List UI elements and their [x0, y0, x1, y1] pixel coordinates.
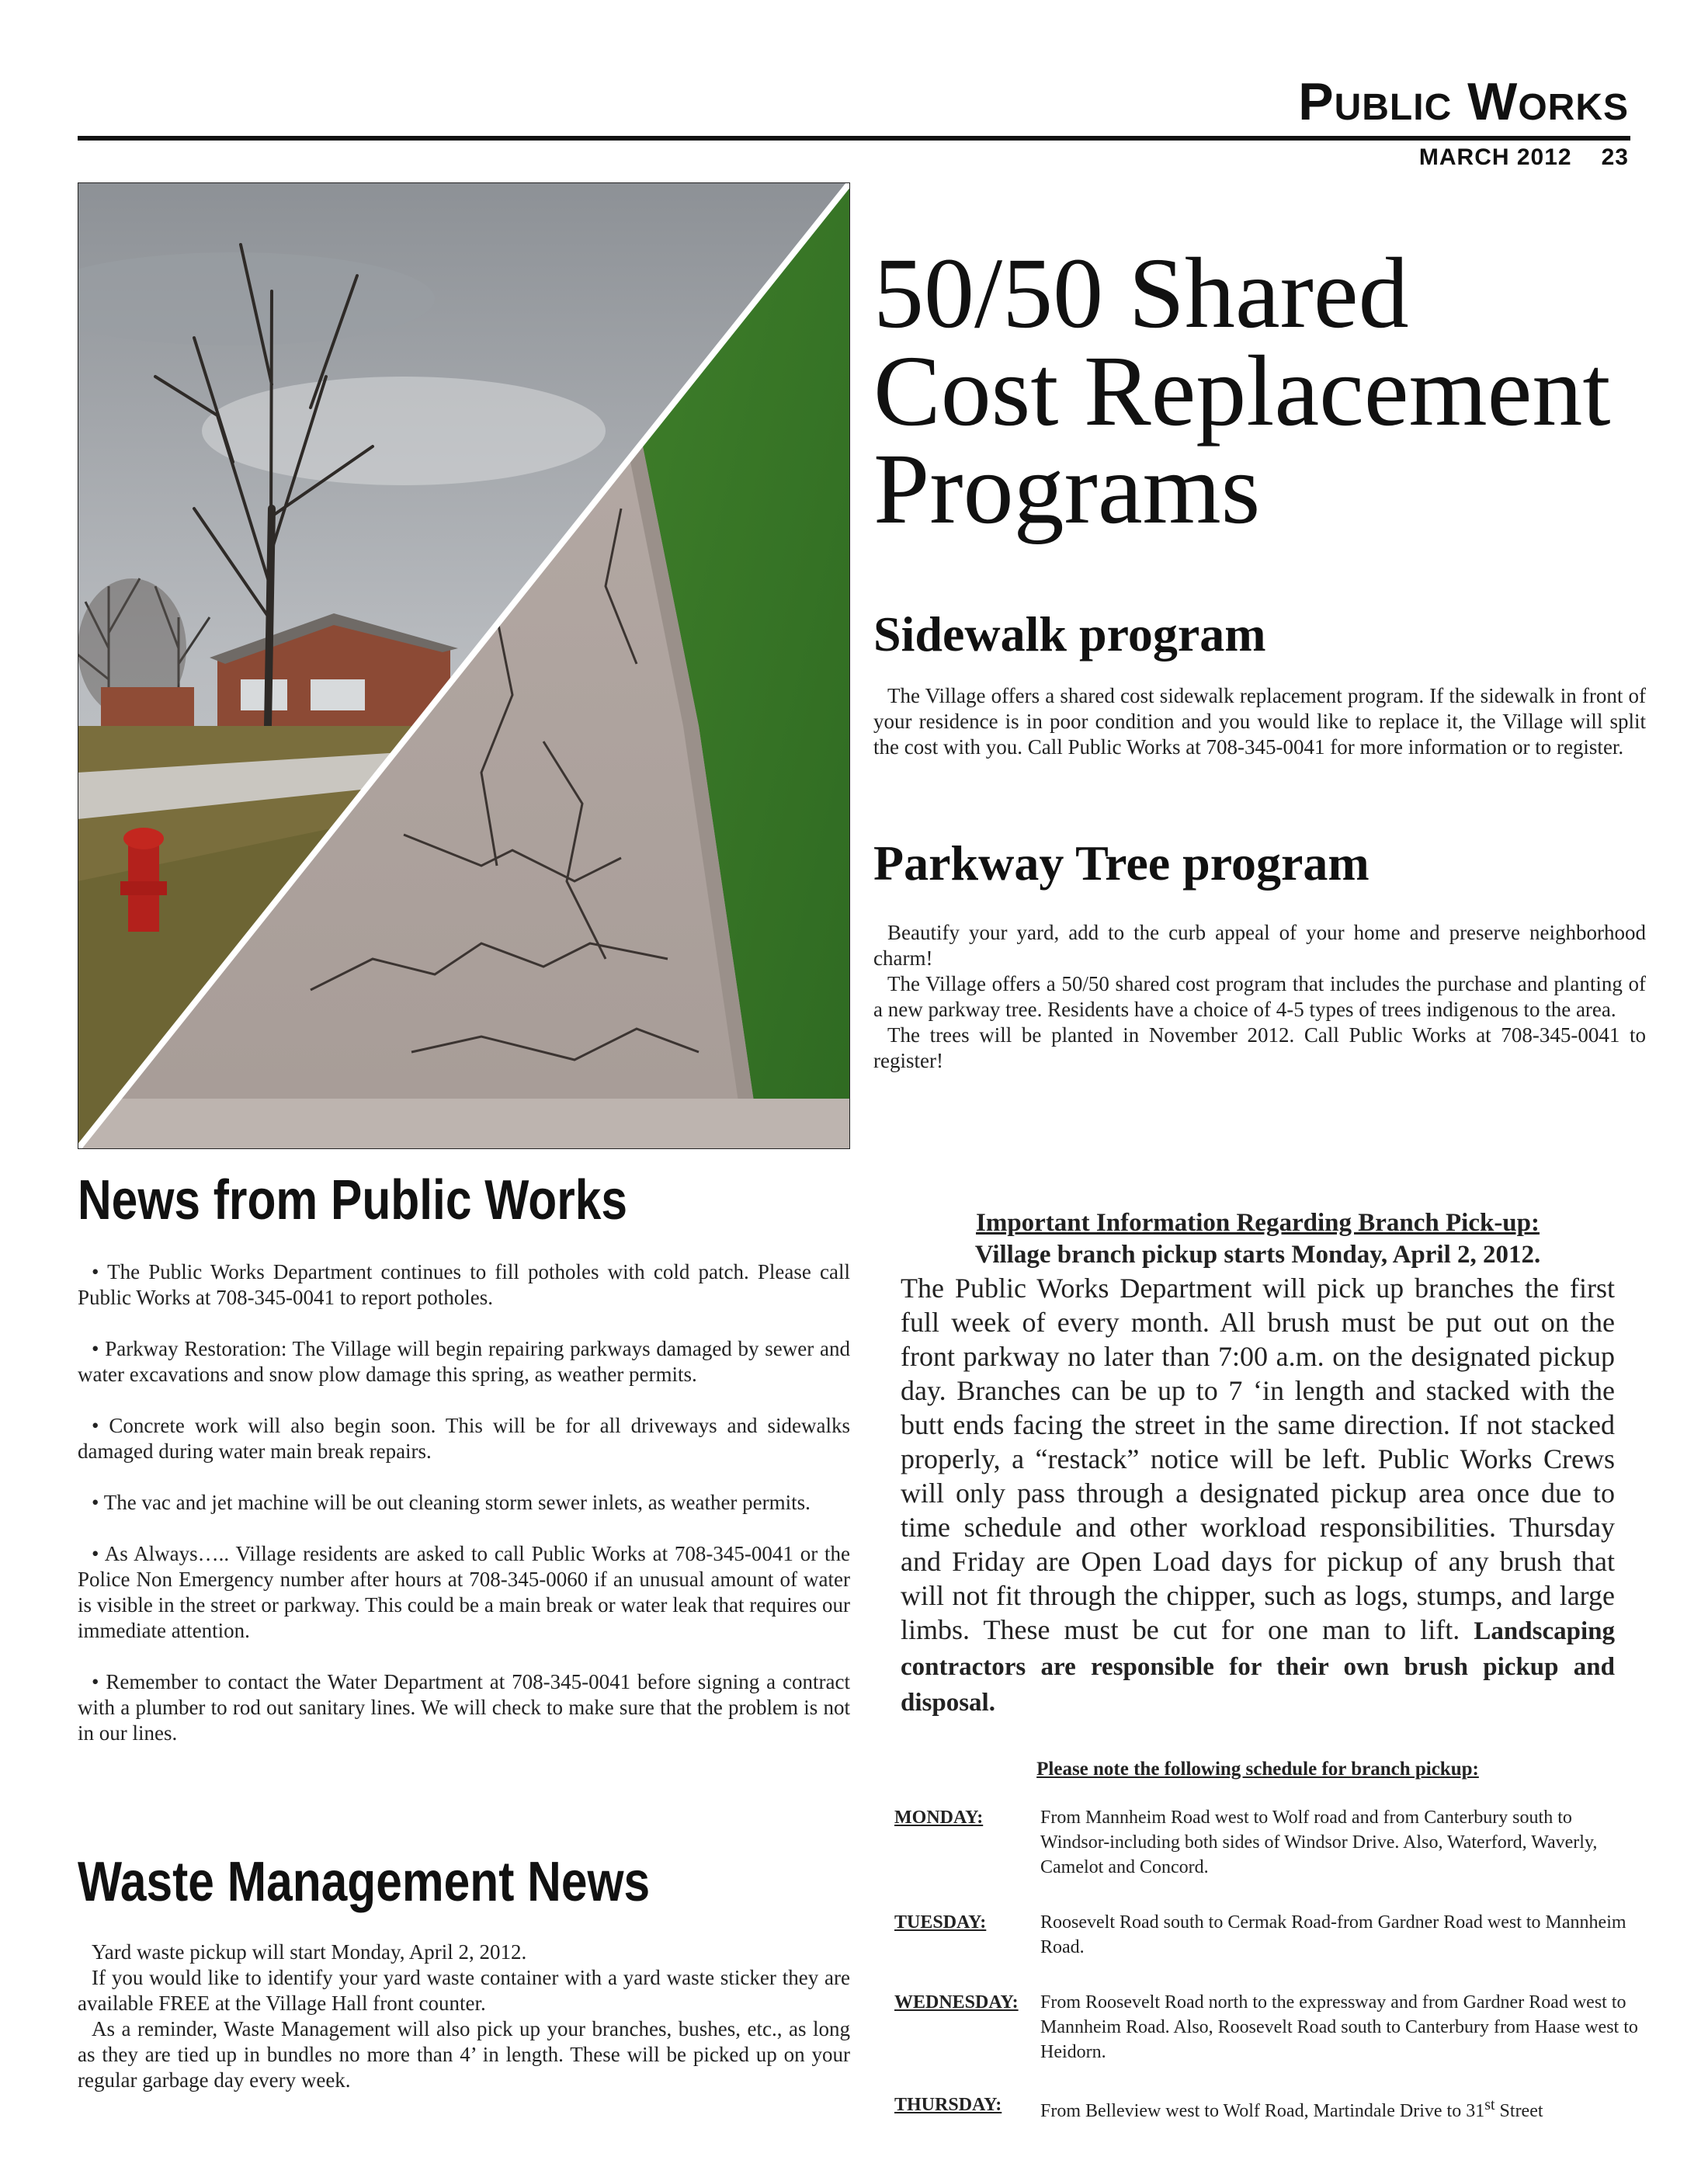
- sidewalk-photo: [78, 182, 850, 1149]
- news-list: [78, 1259, 850, 1772]
- header-rule: [78, 136, 1630, 141]
- branch-title: Important Information Regarding Branch Pick-up:: [975, 1209, 1540, 1237]
- parkway-paragraph: The Village offers a 50/50 shared cost program that includes the purchase and planting of a new parkway tree. Residents have a choice of 4-5 types of trees indigenous to the area.: [873, 972, 1646, 1021]
- news-item: • Concrete work will also begin soon. This will be for all driveways and sidewalks damaged during water main break repairs.: [78, 1414, 850, 1463]
- sidewalk-body: [873, 683, 1646, 760]
- sidewalk-heading: Sidewalk program: [873, 606, 1266, 662]
- schedule-row-monday: [894, 1805, 1640, 1880]
- branch-pickup-block: [901, 1207, 1615, 1720]
- branch-body: [901, 1271, 1615, 1720]
- parkway-heading: Parkway Tree program: [873, 835, 1370, 891]
- waste-paragraph: As a reminder, Waste Management will also pick up your branches, bushes, etc., as long as they are tied up in bundles no more than 4’ in length. These will be picked up on your regular garbage day every week.: [78, 2017, 850, 2092]
- schedule-note: Please note the following schedule for branch pickup:: [1036, 1759, 1479, 1780]
- sidewalk-paragraph: The Village offers a shared cost sidewalk replacement program. If the sidewalk in front of your residence is in poor condition and you would like to replace it, the Village will split the cost with you. Call Public Works at 708-345-0041 for more information or to register.: [873, 684, 1646, 759]
- headline-line: 50/50 Shared: [873, 238, 1409, 349]
- headline-line: Programs: [873, 433, 1261, 545]
- schedule-desc-main: From Belleview west to Wolf Road, Martindale Drive to 31: [1040, 2101, 1485, 2121]
- news-item: • The Public Works Department continues to fill potholes with cold patch. Please call Public Works at 708-345-0041 to report potholes.: [78, 1260, 850, 1309]
- branch-subtitle: Village branch pickup starts Monday, April 2, 2012.: [974, 1241, 1541, 1269]
- section-title: Public Works: [1298, 72, 1629, 131]
- waste-paragraph: If you would like to identify your yard waste container with a yard waste sticker they are available FREE at the Village Hall front counter.: [78, 1966, 850, 2015]
- schedule-desc: Roosevelt Road south to Cermak Road-from Gardner Road west to Mannheim Road.: [1040, 1912, 1626, 1957]
- news-item: • As Always….. Village residents are asked to call Public Works at 708-345-0041 or the Police Non Emergency number after hours at 708-345-0060 if an unusual amount of water is visible in the street or parkway. This could be a main break or water leak that requires our immediate attention.: [78, 1542, 850, 1642]
- news-item: • The vac and jet machine will be out cleaning storm sewer inlets, as weather permits.: [92, 1491, 811, 1514]
- parkway-paragraph: The trees will be planted in November 2012. Call Public Works at 708-345-0041 to register!: [873, 1023, 1646, 1072]
- schedule-desc: From Mannheim Road west to Wolf road and from Canterbury south to Windsor-including both sides of Windsor Drive. Also, Waterford, Waverly, Camelot and Concord.: [1040, 1808, 1598, 1877]
- main-headline: [873, 238, 1650, 545]
- news-item: • Parkway Restoration: The Village will begin repairing parkways damaged by sewer and water excavations and snow plow damage this spring, as weather permits.: [78, 1337, 850, 1386]
- news-item: • Remember to contact the Water Department at 708-345-0041 before signing a contract with a plumber to rod out sanitary lines. We will check to make sure that the problem is not in our lines.: [78, 1670, 850, 1745]
- parkway-paragraph: Beautify your yard, add to the curb appeal of your home and preserve neighborhood charm!: [873, 921, 1646, 970]
- branch-body-text: The Public Works Department will pick up branches the first full week of every month. All brush must be put out on the front parkway no later than 7:00 a.m. on the designated pickup day. Branches can be up to 7 ‘in length and stacked with the butt ends facing the street in the same direction. If not stacked properly, a “restack” notice will be left. Public Works Crews will only pass through a designated pickup area once due to time schedule and other workload responsibilities. Thursday and Friday are Open Load days for pickup of any brush that will not fit through the chipper, such as logs, stumps, and large limbs. These must be cut for one man to lift.: [901, 1273, 1615, 1645]
- schedule-desc-end: Street: [1494, 2101, 1543, 2121]
- branch-bold-note: Landscaping contractors are responsible for their own brush pickup and disposal.: [901, 1617, 1615, 1717]
- news-heading: News from Public Works: [78, 1169, 628, 1231]
- schedule-desc: From Roosevelt Road north to the expressway and from Gardner Road west to Mannheim Road. Also, Roosevelt Road south to Canterbury from Haase west to Heidorn.: [1040, 1992, 1638, 2062]
- schedule-row-wednesday: [894, 1990, 1640, 2065]
- page-number: 23: [1601, 144, 1629, 170]
- schedule-desc-sup: st: [1484, 2096, 1495, 2113]
- schedule-row-tuesday: [894, 1910, 1640, 1960]
- schedule-day: THURSDAY:: [894, 2095, 1002, 2115]
- issue-line: [1419, 144, 1629, 171]
- parkway-body: [873, 920, 1646, 1074]
- waste-body: [78, 1940, 850, 2093]
- waste-paragraph: Yard waste pickup will start Monday, April 2, 2012.: [92, 1940, 527, 1964]
- schedule-day: TUESDAY:: [894, 1912, 987, 1933]
- schedule-row-thursday: [894, 2092, 1640, 2124]
- headline-line: Cost Replacement: [873, 335, 1611, 447]
- waste-heading: Waste Management News: [78, 1851, 651, 1913]
- schedule-desc: [1040, 2092, 1640, 2124]
- schedule-day: MONDAY:: [894, 1808, 984, 1828]
- issue-date: MARCH 2012: [1418, 144, 1572, 170]
- schedule-day: WEDNESDAY:: [894, 1992, 1019, 2013]
